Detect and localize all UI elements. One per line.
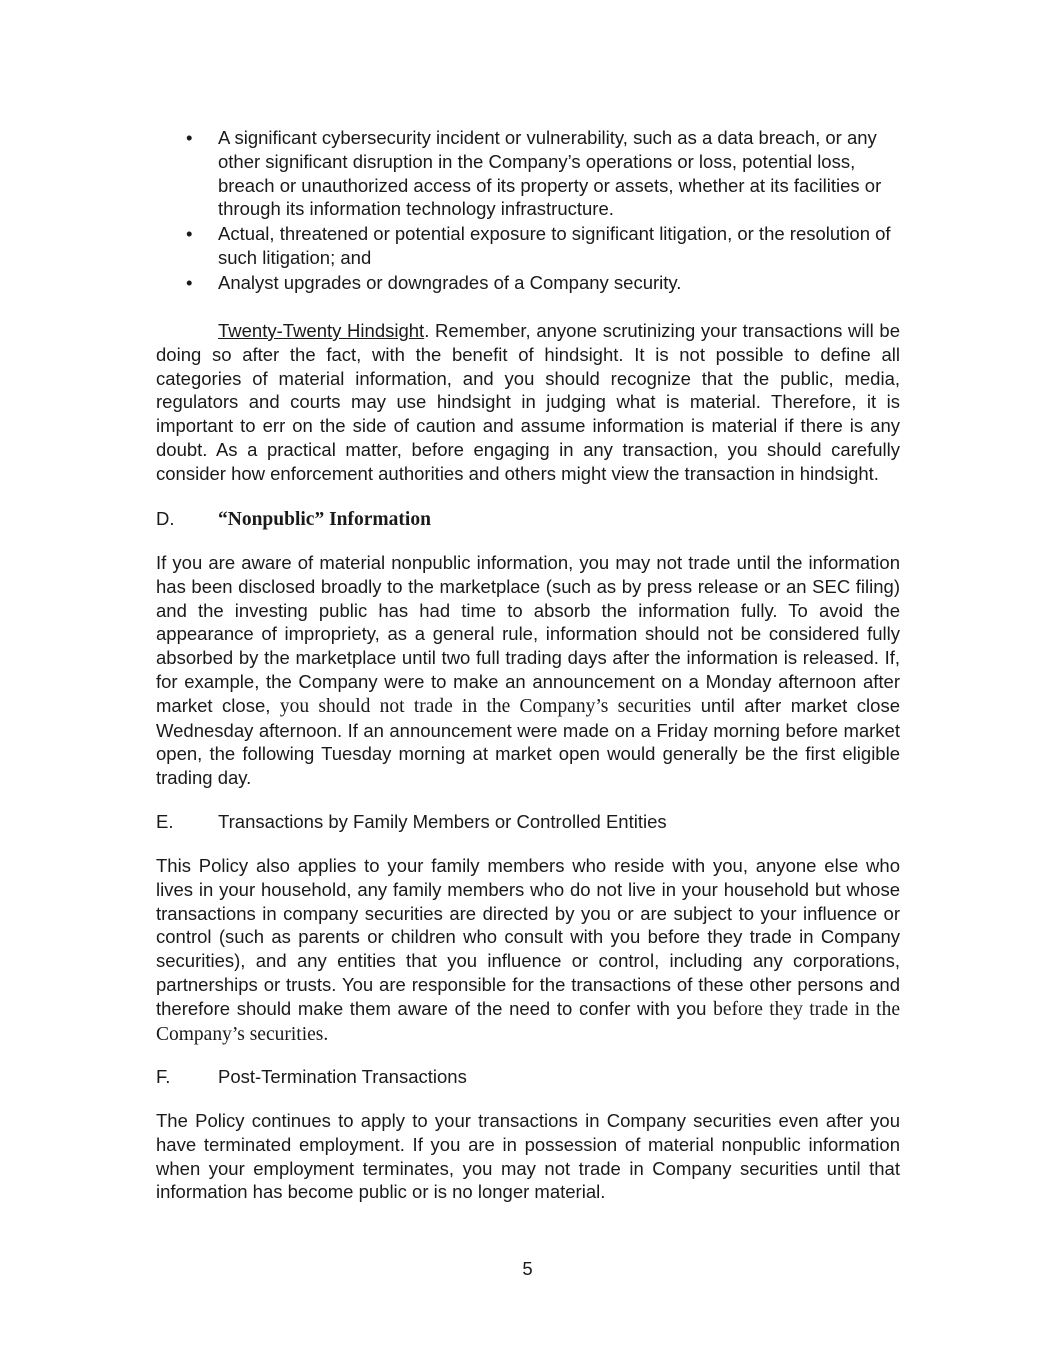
list-item: • Analyst upgrades or downgrades of a Company security. (186, 271, 682, 293)
section-number: E. (156, 811, 174, 832)
section-d-heading (156, 507, 431, 532)
section-number: F. (156, 1066, 171, 1087)
hindsight-text: . Remember, anyone scrutinizing your transactions will be doing so after the fact, with the benefit of hindsight. It is not possible to define all categories of material information, and you should recognize that the public, media, regulators and courts may use hindsight in judging what is material. Therefore, it is important to err on the side of caution and assume information is material if there is any doubt. As a practical matter, before engaging in any transaction, you should carefully consider how enforcement authorities and others might view the transaction in hindsight. (156, 320, 900, 484)
section-f-paragraph: The Policy continues to apply to your transactions in Company securities even after you have terminated employment. If you are in possession of material nonpublic information when your employment terminates, you may not trade in Company securities until that information has become public or is no longer material. (156, 1110, 900, 1203)
bullet-icon: • (186, 223, 193, 245)
page-number: 5 (522, 1258, 533, 1279)
section-f-heading (156, 1065, 467, 1089)
section-title: “Nonpublic” Information (218, 509, 431, 530)
section-e-paragraph: This Policy also applies to your family members who reside with you, anyone else who lives in your household, any family members who do not live in your household but whose transactions in company securities are directed by you or are subject to your influence or control (such as parents or children who consult with you before they trade in Company securities), and any entities that you influence or control, including any corporations, partnerships or trusts. You are responsible for the transactions of these other persons and therefore should make them aware of the need to confer with you before they trade in the Company’s securities. (156, 855, 900, 1045)
bullet-icon: • (186, 127, 193, 148)
section-d-paragraph: If you are aware of material nonpublic information, you may not trade until the information has been disclosed broadly to the marketplace (such as by press release or an SEC filing) and the investing public has had time to absorb the information fully. To avoid the appearance of impropriety, as a general rule, information should not be considered fully absorbed by the marketplace until two full trading days after the information is released. If, for example, the Company were to make an announcement on a Monday afternoon after market close, you should not trade in the Company’s securities until after market close Wednesday afternoon. If an announcement were made on a Friday morning before market open, the following Tuesday morning at market open would generally be the first eligible trading day. (156, 552, 900, 789)
bullet-icon: • (186, 271, 193, 293)
bullet-list (156, 126, 900, 296)
section-number: D. (156, 508, 175, 529)
section-title: Post-Termination Transactions (218, 1066, 467, 1087)
list-item: • Actual, threatened or potential exposure to significant litigation, or the resolution of such litigation; and (186, 223, 891, 268)
hindsight-paragraph (156, 319, 900, 486)
section-title: Transactions by Family Members or Controlled Entities (218, 811, 667, 832)
list-item: • A significant cybersecurity incident or vulnerability, such as a data breach, or any other significant disruption in the Company’s operations or loss, potential loss, breach or unauthorized access of its property or assets, whether at its facilities or through its information technology infrastructure. (186, 127, 882, 220)
section-e-heading (156, 810, 667, 834)
hindsight-title: Twenty-Twenty Hindsight (218, 320, 425, 341)
